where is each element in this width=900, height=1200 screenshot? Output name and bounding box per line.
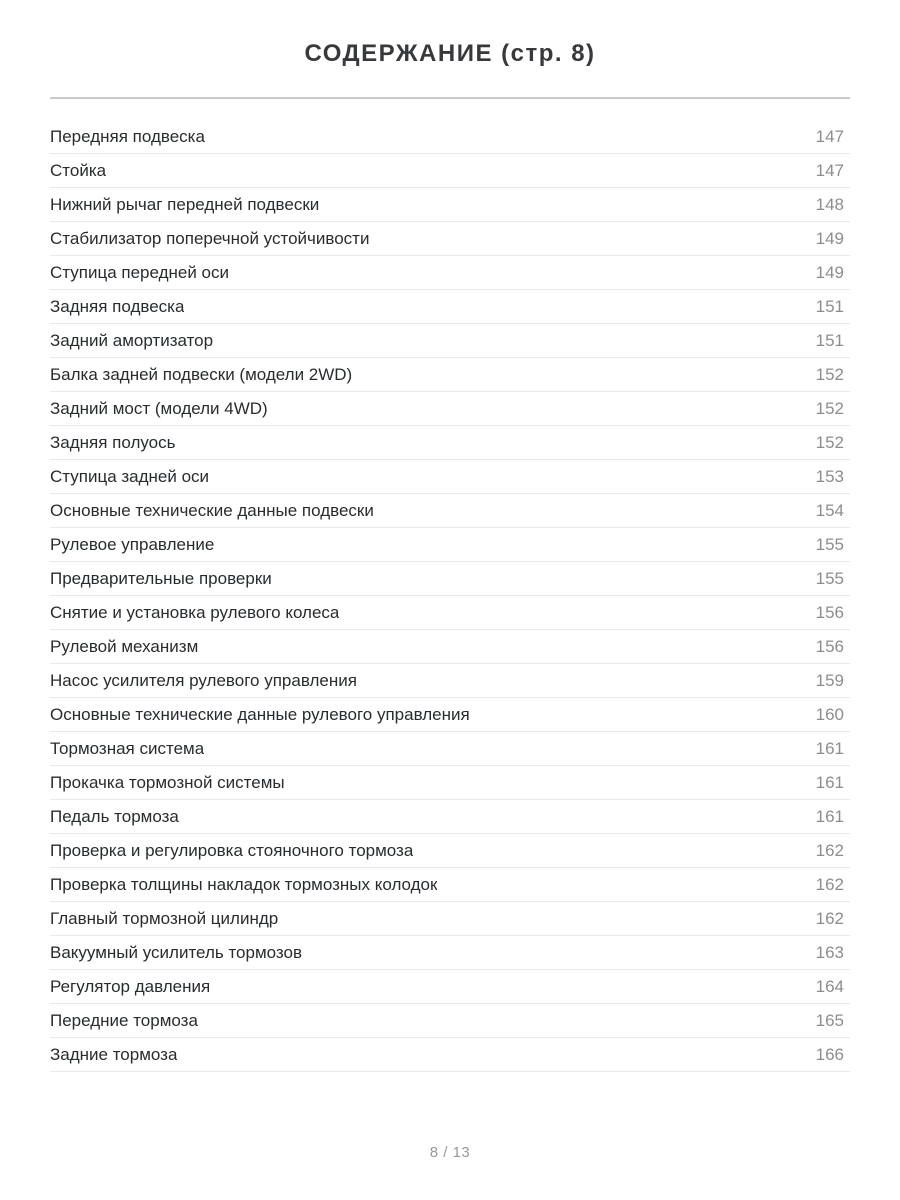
toc-entry-label: Стабилизатор поперечной устойчивости bbox=[50, 228, 370, 248]
toc-entry-page: 155 bbox=[815, 568, 844, 588]
toc-entry-page: 156 bbox=[815, 636, 844, 656]
toc-entry-label: Задняя полуось bbox=[50, 432, 176, 452]
toc-entry-label: Задний мост (модели 4WD) bbox=[50, 398, 268, 418]
toc-entry-page: 161 bbox=[815, 772, 844, 792]
toc-entry-page: 154 bbox=[815, 500, 844, 520]
toc-entry-label: Основные технические данные рулевого управления bbox=[50, 704, 470, 724]
toc-entry-label: Педаль тормоза bbox=[50, 806, 179, 826]
toc-entry-label: Насос усилителя рулевого управления bbox=[50, 670, 357, 690]
toc-row[interactable] bbox=[50, 834, 850, 868]
toc-entry-label: Прокачка тормозной системы bbox=[50, 772, 285, 792]
toc-row[interactable] bbox=[50, 698, 850, 732]
toc-entry-page: 164 bbox=[815, 976, 844, 996]
toc-entry-label: Задние тормоза bbox=[50, 1044, 178, 1064]
toc-entry-page: 152 bbox=[815, 364, 844, 384]
toc-entry-page: 156 bbox=[815, 602, 844, 622]
toc-row[interactable] bbox=[50, 494, 850, 528]
toc-entry-page: 165 bbox=[815, 1010, 844, 1030]
toc-entry-label: Главный тормозной цилиндр bbox=[50, 908, 279, 928]
toc-entry-page: 148 bbox=[815, 194, 844, 214]
toc-row[interactable] bbox=[50, 902, 850, 936]
toc-entry-page: 163 bbox=[815, 942, 844, 962]
toc-entry-page: 159 bbox=[815, 670, 844, 690]
toc-entry-page: 152 bbox=[815, 398, 844, 418]
toc-entry-page: 147 bbox=[815, 126, 844, 146]
toc-row[interactable] bbox=[50, 256, 850, 290]
toc-row[interactable] bbox=[50, 1038, 850, 1072]
toc-row[interactable] bbox=[50, 460, 850, 494]
toc-entry-page: 147 bbox=[815, 160, 844, 180]
toc-entry-label: Задняя подвеска bbox=[50, 296, 185, 316]
toc-list bbox=[50, 120, 850, 1072]
toc-row[interactable] bbox=[50, 868, 850, 902]
toc-row[interactable] bbox=[50, 222, 850, 256]
toc-row[interactable] bbox=[50, 426, 850, 460]
toc-entry-page: 149 bbox=[815, 228, 844, 248]
toc-row[interactable] bbox=[50, 392, 850, 426]
toc-entry-page: 161 bbox=[815, 738, 844, 758]
page-title: СОДЕРЖАНИЕ (стр. 8) bbox=[304, 40, 596, 67]
toc-entry-page: 155 bbox=[815, 534, 844, 554]
toc-entry-label: Тормозная система bbox=[50, 738, 205, 758]
toc-entry-label: Рулевой механизм bbox=[50, 636, 199, 656]
toc-entry-label: Регулятор давления bbox=[50, 976, 211, 996]
toc-entry-page: 162 bbox=[815, 840, 844, 860]
header-divider bbox=[50, 97, 850, 99]
toc-row[interactable] bbox=[50, 154, 850, 188]
toc-entry-label: Рулевое управление bbox=[50, 534, 215, 554]
toc-row[interactable] bbox=[50, 188, 850, 222]
toc-entry-label: Задний амортизатор bbox=[50, 330, 214, 350]
toc-entry-page: 152 bbox=[815, 432, 844, 452]
toc-row[interactable] bbox=[50, 528, 850, 562]
toc-entry-page: 149 bbox=[815, 262, 844, 282]
toc-row[interactable] bbox=[50, 562, 850, 596]
toc-row[interactable] bbox=[50, 732, 850, 766]
toc-entry-page: 160 bbox=[815, 704, 844, 724]
toc-row[interactable] bbox=[50, 630, 850, 664]
toc-row[interactable] bbox=[50, 766, 850, 800]
toc-entry-label: Вакуумный усилитель тормозов bbox=[50, 942, 302, 962]
toc-entry-label: Проверка толщины накладок тормозных колодок bbox=[50, 874, 438, 894]
toc-entry-label: Передняя подвеска bbox=[50, 126, 205, 146]
toc-row[interactable] bbox=[50, 290, 850, 324]
toc-row[interactable] bbox=[50, 800, 850, 834]
toc-row[interactable] bbox=[50, 358, 850, 392]
toc-entry-page: 162 bbox=[815, 908, 844, 928]
toc-entry-label: Передние тормоза bbox=[50, 1010, 198, 1030]
toc-entry-page: 162 bbox=[815, 874, 844, 894]
toc-entry-label: Балка задней подвески (модели 2WD) bbox=[50, 364, 353, 384]
toc-entry-page: 153 bbox=[815, 466, 844, 486]
toc-row[interactable] bbox=[50, 664, 850, 698]
toc-row[interactable] bbox=[50, 1004, 850, 1038]
toc-entry-label: Основные технические данные подвески bbox=[50, 500, 374, 520]
toc-entry-label: Предварительные проверки bbox=[50, 568, 272, 588]
toc-entry-page: 151 bbox=[815, 330, 844, 350]
toc-entry-page: 161 bbox=[815, 806, 844, 826]
toc-row[interactable] bbox=[50, 120, 850, 154]
toc-entry-page: 166 bbox=[815, 1044, 844, 1064]
toc-entry-label: Нижний рычаг передней подвески bbox=[50, 194, 320, 214]
toc-entry-label: Проверка и регулировка стояночного тормоза bbox=[50, 840, 414, 860]
page-indicator: 8 / 13 bbox=[429, 1144, 471, 1161]
toc-entry-page: 151 bbox=[815, 296, 844, 316]
toc-entry-label: Снятие и установка рулевого колеса bbox=[50, 602, 340, 622]
toc-row[interactable] bbox=[50, 324, 850, 358]
toc-entry-label: Ступица передней оси bbox=[50, 262, 229, 282]
toc-row[interactable] bbox=[50, 936, 850, 970]
toc-row[interactable] bbox=[50, 970, 850, 1004]
toc-row[interactable] bbox=[50, 596, 850, 630]
toc-entry-label: Стойка bbox=[50, 160, 107, 180]
toc-entry-label: Ступица задней оси bbox=[50, 466, 210, 486]
